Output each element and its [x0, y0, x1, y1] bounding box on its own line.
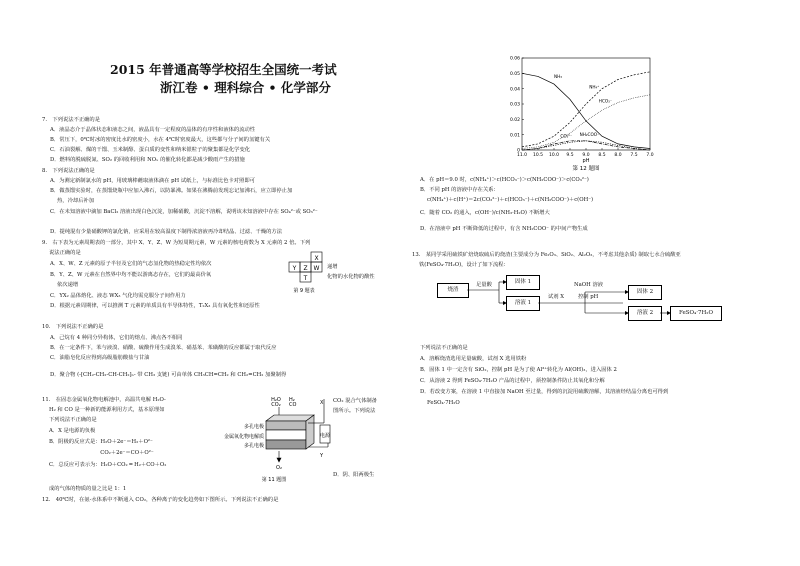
layer-label: 多孔电极 — [243, 443, 264, 449]
q13-stem-2: 铁(FeSO₄·7H₂O)，设计了如下流程： — [412, 262, 509, 268]
q11-stem: 11. 在固态金属氧化物电解池中，高温共电解 H₂O- — [42, 397, 166, 403]
q11-option-c: C．总反应可表示为：H₂O＋CO₂ ═ H₂＋CO＋O₂ — [42, 462, 167, 468]
q9-periodic-table — [284, 250, 324, 300]
q11-option-b: B．阴极的反应式是：H₂O＋2e⁻＝H₂＋O²⁻ — [42, 439, 153, 445]
series-label: CO₃²⁻ — [560, 133, 573, 139]
label-y: Y — [320, 453, 324, 459]
q11-option-a: A．X 是电源的负极 — [42, 428, 96, 434]
q12-chart — [500, 52, 660, 180]
flow-sol1-box: 溶液 1 — [506, 296, 540, 311]
q9-right-a: 递增 — [327, 264, 338, 270]
x-axis-label: pH — [582, 158, 590, 164]
q9-option-b: B．Y、Z、W 元素在自然界中均不能以游离态存在，它们的最高价氧 — [50, 272, 212, 278]
series-label: NH₃ — [554, 73, 562, 79]
q12-option-a: A．在 pH＝9.0 时，c(NH₄⁺)＞c(HCO₃⁻)＞c(NH₂COO⁻)＞c(CO₃²⁻) — [420, 177, 589, 183]
x-tick-label: 7.5 — [630, 153, 638, 158]
q9-stem: 9. 右下表为元素周期表的一部分，其中 X、Y、Z、W 为短周期元素，W 元素的核电荷数为 X 元素的 2 倍。下列 — [42, 240, 311, 246]
series-label: NH₄⁺ — [589, 84, 600, 90]
chart-caption: 第 12 题图 — [572, 166, 600, 172]
q11-figure — [216, 395, 332, 485]
q11-right-2: 图所示。下列说法 — [333, 408, 376, 414]
label-h2o: H₂O — [271, 397, 281, 403]
q10-stem: 10. 下列说法不正确的是 — [42, 324, 104, 330]
q12-stem: 12. 40℃时，在氨-水体系中不断通入 CO₂，各种离子的变化趋势如下图所示。下列说法不正确的是 — [42, 497, 279, 503]
q10-option-b: B．在一定条件下，苯与液溴、硝酸、硫酸作用生成溴苯、硝基苯、苯磺酸的反应都属于取代反应 — [50, 345, 277, 351]
q7-option-a: A．液晶态介于晶体状态和液态之间，液晶具有一定程度的晶体的有序性和液体的流动性 — [50, 127, 256, 133]
label-co: CO — [289, 402, 297, 408]
q8-option-d: D．提纯混有少量硝酸钾的氯化钠，应采用在较高温度下制得浓溶液再冷却结晶、过滤、干燥的方法 — [50, 229, 283, 235]
q10-option-a: A．己烷有 4 种同分异构体，它们的熔点、沸点各不相同 — [50, 335, 183, 341]
q9-option-d: D．根据元素周期律，可以推测 T 元素的单质具有半导体特性，T₂X₃ 具有氧化性和还原性 — [50, 303, 260, 309]
q12-option-c: C．随着 CO₂ 的通入，c(OH⁻)/c(NH₃·H₂O) 不断增大 — [420, 210, 550, 216]
flow-sol2-box: 溶液 2 — [628, 306, 662, 321]
x-tick-label: 8.5 — [598, 153, 606, 158]
q11-caption: 第 11 题图 — [261, 477, 287, 483]
x-tick-label: 8.0 — [614, 153, 622, 158]
y-tick-label: 0 — [517, 148, 520, 154]
q11-stem-2: H₂ 和 CO 是一种新的能源利用方式，基本原理如 — [42, 407, 165, 413]
series-line — [522, 73, 650, 148]
q13-option-d: D．若改变方案，在溶液 1 中直接加 NaOH 至过量，得到的沉淀用硫酸溶解，其溶液经结晶分离也可得到 — [420, 389, 669, 395]
y-tick-label: 0.03 — [509, 102, 520, 108]
label-x: X — [320, 400, 324, 406]
flow-arrows — [467, 278, 632, 326]
q9-option-b-cont: 依次递增 — [50, 282, 79, 288]
x-tick-label: 10.0 — [548, 153, 560, 158]
q11-option-d-cont: 成的气体的物质的量之比是 1：1 — [42, 486, 127, 492]
label-h2: H₂ — [289, 397, 295, 403]
q13-option-d-cont: FeSO₄·7H₂O — [420, 400, 460, 406]
q13-sub-stem: 下列说法不正确的是 — [420, 345, 468, 351]
y-tick-label: 0.06 — [509, 56, 520, 62]
q9-option-c: C．YX₂ 晶体熔化、液态 WX₃ 气化均需克服分子间作用力 — [50, 293, 186, 299]
page-title: 2015 年普通高等学校招生全国统一考试 — [110, 62, 337, 77]
x-tick-label: 7.0 — [646, 153, 654, 158]
flow-product-box: FeSO₄·7H₂O — [670, 306, 722, 321]
flow-start-box: 烧渣 — [437, 283, 469, 298]
x-tick-label: 10.5 — [532, 153, 544, 158]
table-cell: W — [313, 265, 320, 272]
series-label: HCO₃⁻ — [598, 98, 613, 104]
y-tick-label: 0.02 — [509, 117, 520, 123]
series-label: NH₂COO⁻ — [579, 132, 600, 138]
q11-option-d: D．阴、阳两极生 — [333, 472, 375, 478]
q7-option-c: C．石油裂解、煤的干馏、玉米制醇、蛋白质的变性和纳米银粒子的聚集都是化学变化 — [50, 147, 251, 153]
q13-option-b: B．固体 1 中一定含有 SiO₂，控制 pH 是为了使 Al³⁺转化为 Al(OH)₃，进入固体 2 — [420, 367, 617, 373]
q7-option-d: D．燃料的脱硫脱氮、SO₂ 的回收利用和 NOₓ 的催化转化都是减少酸雨产生的措施 — [50, 157, 245, 163]
table-cell: Y — [292, 265, 297, 272]
q8-option-b: B．做蒸馏实验时，在蒸馏烧瓶中应加入沸石，以防暴沸。如果在沸腾前发现忘记加沸石，应立即停止加 — [50, 188, 293, 194]
q8-stem: 8. 下列说法正确的是 — [42, 168, 95, 174]
q8-option-c: C．在未知溶液中滴加 BaCl₂ 溶液出现白色沉淀，加稀硝酸，沉淀不溶解，说明该未知溶液中存在 SO₄²⁻或 SO₃²⁻ — [50, 209, 318, 215]
q7-stem: 7. 下列说法不正确的是 — [42, 117, 101, 123]
q9-option-a: A．X、W、Z 元素的原子半径及它们的气态氢化物的热稳定性均依次 — [50, 261, 212, 267]
x-tick-label: 11.0 — [516, 153, 528, 158]
flow-reagent-label: 试剂 X — [548, 294, 565, 300]
flow-ph-label: 控制 pH — [578, 294, 599, 300]
label-o2: O₂ — [276, 465, 282, 471]
label-co2: CO₂ — [271, 402, 281, 408]
table-cell: T — [303, 275, 308, 282]
q11-stem-3: 下列说法不正确的是 — [42, 417, 97, 423]
y-tick-label: 0.04 — [509, 87, 520, 93]
q9-right-b: 化物的水化物的酸性 — [327, 274, 375, 280]
q10-option-d: D．聚合物 (-[CH₂-CH₂-CH-CH₂]ₙ- 带 CH₃ 支链) 可由单体 CH₃CH=CH₂ 和 CH₂=CH₂ 加聚制得 — [50, 372, 287, 378]
q7-option-b: B．常压下，0℃时冰的密度比水的密度小，水在 4℃时密度最大，这些都与分子间的氢键有关 — [50, 137, 271, 143]
y-tick-label: 0.01 — [509, 133, 520, 139]
flow-arrow-product — [660, 309, 672, 317]
x-tick-label: 9.0 — [582, 153, 590, 158]
q12-option-b: B．不同 pH 的溶液中存在关系： — [420, 187, 499, 193]
flow-acid-label: 足量酸 — [476, 282, 492, 288]
flow-naoh-label: NaOH 溶液 — [574, 282, 604, 288]
q13-option-c: C．从溶液 2 得到 FeSO₄·7H₂O 产品的过程中，须控制条件防止其氧化和分解 — [420, 378, 605, 384]
flow-solid1-box: 固体 1 — [506, 275, 540, 290]
q9-stem-cont: 说法正确的是 — [42, 250, 81, 256]
q8-option-a: A．为测定新制氯水的 pH，用玻璃棒蘸取液体滴在 pH 试纸上，与标准比色卡对照即可 — [50, 178, 255, 184]
table-cell: Z — [303, 265, 308, 272]
q12-option-d: D．在溶液中 pH 不断降低的过程中，有含 NH₂COO⁻ 的中间产物生成 — [420, 226, 588, 232]
q13-option-a: A．溶解烧渣选用足量硫酸，试剂 X 选用铁粉 — [420, 356, 527, 362]
flow-solid2-box: 固体 2 — [628, 285, 662, 300]
page-subtitle: 浙江卷 • 理科综合 • 化学部分 — [160, 80, 331, 95]
q12-option-b-2: c(NH₄⁺)＋c(H⁺)＝2c(CO₃²⁻)＋c(HCO₃⁻)＋c(NH₂COO⁻)＋c(OH⁻) — [420, 197, 594, 203]
layer-label: 多孔电极 — [243, 424, 264, 430]
label-power: 电源 — [319, 433, 331, 439]
series-line — [522, 95, 650, 149]
q13-stem: 13. 某同学采用硫铁矿焙烧取硫后的烧渣(主要成分为 Fe₂O₃、SiO₂、Al₂O₃，不考虑其他杂质) 制取七水合硫酸亚 — [412, 252, 681, 258]
q9-table-caption: 第 9 题表 — [293, 288, 315, 294]
q11-right-1: CO₂ 混合气体制备 — [333, 398, 377, 404]
y-tick-label: 0.05 — [509, 71, 520, 77]
table-cell: X — [314, 255, 319, 262]
q11-option-b-2: CO₂＋2e⁻＝CO＋O²⁻ — [42, 450, 154, 456]
q10-option-c: C．油脂皂化反应得到高级脂肪酸盐与甘油 — [50, 355, 150, 361]
q8-option-b-cont: 热，冷却后补加 — [50, 198, 95, 204]
x-tick-label: 9.5 — [566, 153, 574, 158]
layer-label: 金属氧化物电解质 — [223, 434, 264, 440]
